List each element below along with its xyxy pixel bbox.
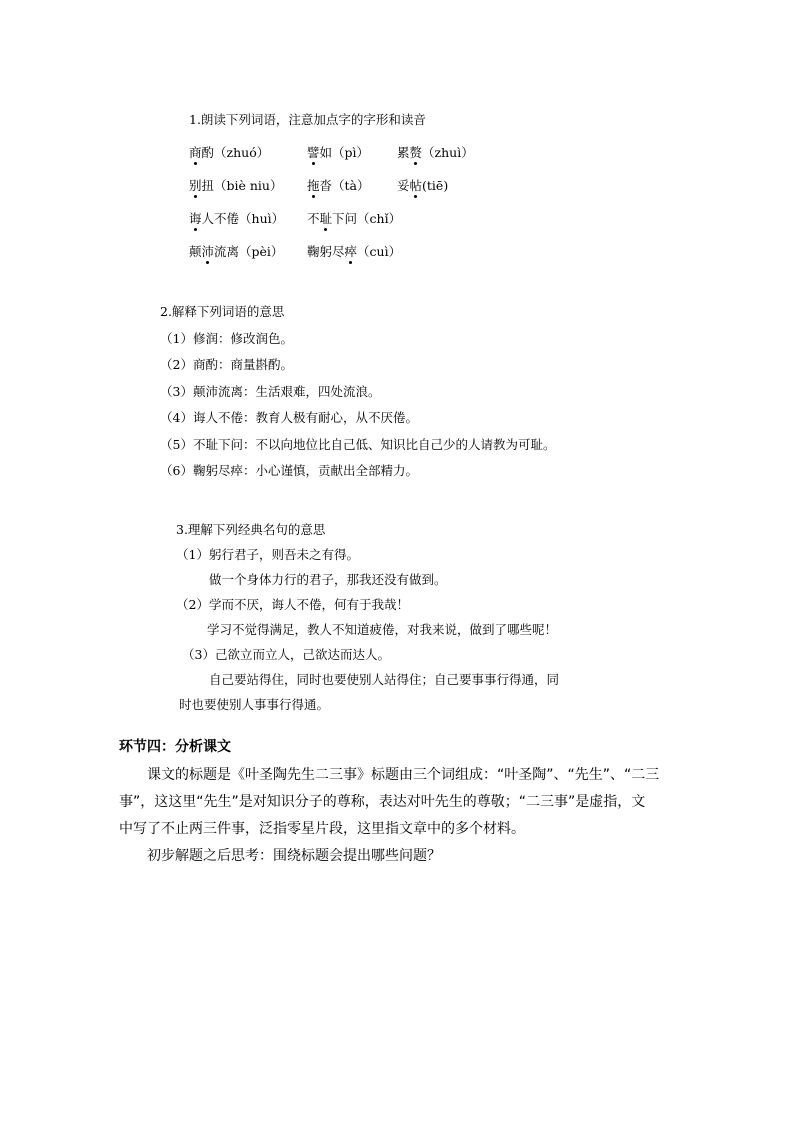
quote-2-explanation: 学习不觉得满足，教人不知道疲倦，对我来说，做到了哪些呢！ <box>207 622 558 637</box>
section4-heading: 环节四：分析课文 <box>119 739 231 755</box>
vocab-item: 累赘（zhuì） <box>397 145 474 160</box>
quote-2: （2）学而不厌，诲人不倦，何有于我哉！ <box>176 597 409 612</box>
definition-item: （2）商酌：商量斟酌。 <box>160 357 293 372</box>
quote-3-explanation-line2: 时也要使别人事事行得通。 <box>179 697 330 712</box>
definition-item: （4）诲人不倦：教育人极有耐心，从不厌倦。 <box>160 410 418 425</box>
analysis-paragraph-line1: 课文的标题是《叶圣陶先生二三事》标题由三个词组成：“叶圣陶”、“先生”、“二三 <box>147 767 660 783</box>
vocab-item: 别扭（biè niu） <box>189 178 283 193</box>
definition-item: （1）修润：修改润色。 <box>160 331 293 346</box>
definition-item: （3）颠沛流离：生活艰难，四处流浪。 <box>160 384 381 399</box>
section1-title: 1.朗读下列词语，注意加点字的字形和读音 <box>189 112 426 127</box>
vocab-item: 不耻下问（chǐ） <box>307 211 402 226</box>
quote-3: （3）己欲立而立人，己欲达而达人。 <box>182 647 390 662</box>
quote-1-explanation: 做一个身体力行的君子，那我还没有做到。 <box>209 572 447 587</box>
quote-1: （1）躬行君子，则吾未之有得。 <box>176 547 359 562</box>
section2-title: 2.解释下列词语的意思 <box>160 304 285 319</box>
vocab-item: 颠沛流离（pèi） <box>189 244 284 259</box>
definition-item: （6）鞠躬尽瘁：小心谨慎，贡献出全部精力。 <box>160 463 418 478</box>
quote-3-explanation-line1: 自己要站得住，同时也要使别人站得住；自己要事事行得通，同 <box>209 672 560 687</box>
vocab-item: 拖沓（tà） <box>307 178 370 193</box>
vocab-item: 妥帖(tiē) <box>397 178 449 193</box>
section3-title: 3.理解下列经典名句的意思 <box>176 522 326 537</box>
vocab-item: 鞠躬尽瘁（cuì） <box>307 244 402 259</box>
analysis-paragraph-line3: 中写了不止两三件事，泛指零星片段，这里指文章中的多个材料。 <box>119 821 525 837</box>
definition-item: （5）不耻下问：不以向地位比自己低、知识比自己少的人请教为可耻。 <box>160 437 556 452</box>
vocab-item: 譬如（pì） <box>307 145 370 160</box>
vocab-item: 诲人不倦（huì） <box>189 211 285 226</box>
analysis-paragraph-line2: 事”，这这里“先生”是对知识分子的尊称，表达对叶先生的尊敬；“二三事”是虚指，文 <box>119 794 646 810</box>
analysis-question: 初步解题之后思考：围绕标题会提出哪些问题？ <box>147 848 441 864</box>
vocab-item: 商酌（zhuó） <box>189 145 270 160</box>
